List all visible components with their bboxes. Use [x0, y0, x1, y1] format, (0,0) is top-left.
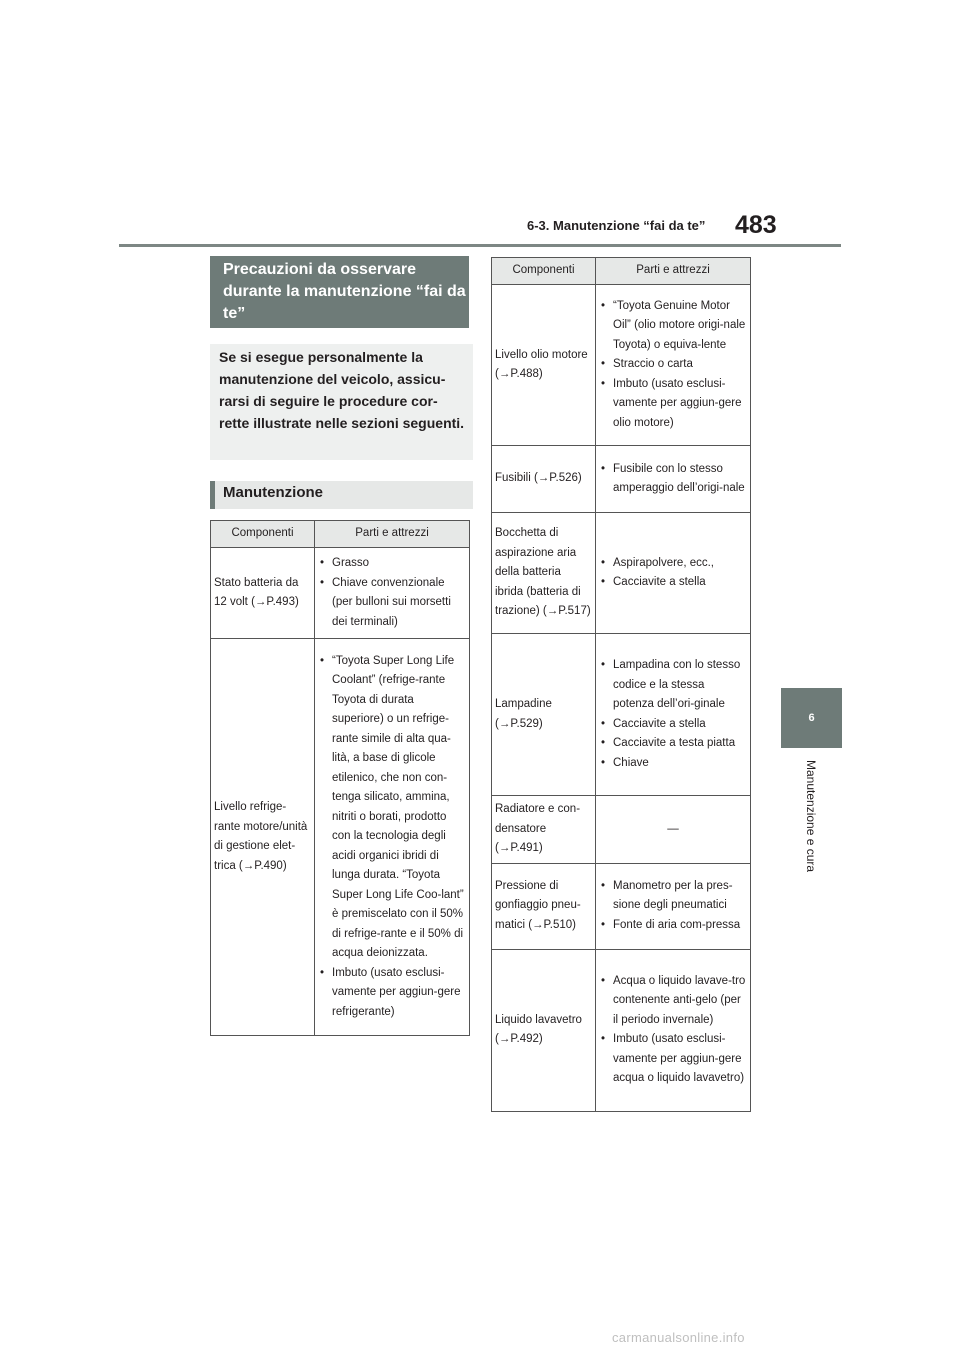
component-cell: Fusibili (→P.526)	[492, 446, 596, 513]
list-item: • Acqua o liquido lavave-tro contenente anti-gelo (per il periodo invernale)	[599, 972, 747, 1031]
parts-cell	[596, 285, 751, 446]
list-item: • Grasso	[318, 554, 466, 574]
table-header-row	[211, 521, 470, 548]
component-cell: Stato batteria da 12 volt (→P.493)	[211, 548, 315, 639]
list-item: • Fusibile con lo stesso amperaggio dell’origi-nale	[599, 460, 747, 499]
component-cell: Radiatore e con-densatore (→P.491)	[492, 796, 596, 864]
subheading-text: Manutenzione	[223, 484, 323, 501]
parts-list	[599, 297, 747, 434]
list-item: • Aspirapolvere, ecc.,	[599, 554, 747, 574]
column-header-parts: Parti e attrezzi	[596, 258, 751, 285]
parts-list	[599, 656, 747, 773]
table-row	[492, 513, 751, 634]
section-title: 6-3. Manutenzione “fai da te”	[527, 218, 706, 233]
parts-cell	[315, 639, 470, 1036]
page-number: 483	[735, 211, 777, 239]
component-cell: Liquido lavavetro (→P.492)	[492, 949, 596, 1111]
section-heading: Precauzioni da osservare durante la manutenzione “fai da te”	[223, 261, 466, 322]
table-row	[492, 285, 751, 446]
table-row	[492, 949, 751, 1111]
table-header-row	[492, 258, 751, 285]
column-header-component: Componenti	[211, 521, 315, 548]
component-cell: Lampadine (→P.529)	[492, 634, 596, 796]
list-item: • Cacciavite a testa piatta	[599, 734, 747, 754]
table-row	[211, 639, 470, 1036]
header-divider	[119, 244, 841, 247]
parts-cell	[596, 863, 751, 949]
parts-list	[318, 554, 466, 632]
parts-cell	[596, 634, 751, 796]
chapter-number: 6	[808, 712, 815, 724]
list-item: • Chiave convenzionale (per bulloni sui morsetti dei terminali)	[318, 574, 466, 633]
parts-cell	[596, 446, 751, 513]
list-item: • Imbuto (usato esclusi-vamente per aggiun-gere acqua o liquido lavavetro)	[599, 1030, 747, 1089]
parts-cell	[315, 548, 470, 639]
column-header-parts: Parti e attrezzi	[315, 521, 470, 548]
parts-list	[599, 877, 747, 936]
intro-box	[210, 344, 473, 460]
list-item: • Manometro per la pres-sione degli pneumatici	[599, 877, 747, 916]
list-item: • Cacciavite a stella	[599, 573, 747, 593]
chapter-title: Manutenzione e cura	[804, 760, 818, 873]
parts-list	[599, 554, 747, 593]
list-item: • Imbuto (usato esclusi-vamente per aggiun-gere olio motore)	[599, 375, 747, 434]
subheading-manutenzione	[210, 481, 473, 509]
list-item: • “Toyota Genuine Motor Oil” (olio motore origi-nale Toyota) o equiva-lente	[599, 297, 747, 356]
parts-cell-empty: —	[596, 796, 751, 864]
maintenance-table-right	[491, 257, 751, 1112]
parts-list	[599, 972, 747, 1089]
list-item: • Cacciavite a stella	[599, 715, 747, 735]
list-item: • “Toyota Super Long Life Coolant” (refrige-rante Toyota di durata superiore) o un refrige-rante simile di alta qua-lità, a base di glicole etilenico, che non con-tenga silicato, ammina, nitriti o borati, prodotto con la tecnologia degli acidi organici ibridi di lunga durata. “Toyota Super Long Life Coo-lant” è premiscelato con il 50% di refrige-rante e il 50% di acqua deionizzata.	[318, 652, 466, 964]
table-row	[211, 548, 470, 639]
maintenance-table-left	[210, 520, 470, 1036]
intro-text: Se si esegue personalmente la manutenzione del veicolo, assicu-rarsi di seguire le procedure cor-rette illustrate nelle sezioni seguenti.	[219, 349, 465, 431]
list-item: • Straccio o carta	[599, 355, 747, 375]
section-heading-box	[210, 256, 469, 328]
parts-list	[599, 460, 747, 499]
watermark: carmanualsonline.info	[612, 1330, 745, 1345]
table-row	[492, 863, 751, 949]
chapter-tab[interactable]	[781, 688, 842, 748]
table-row	[492, 446, 751, 513]
list-item: • Lampadina con lo stesso codice e la stessa potenza dell’ori-ginale	[599, 656, 747, 715]
component-cell: Livello olio motore (→P.488)	[492, 285, 596, 446]
list-item: • Fonte di aria com-pressa	[599, 916, 747, 936]
list-item: • Chiave	[599, 754, 747, 774]
parts-list	[318, 652, 466, 1023]
parts-cell	[596, 949, 751, 1111]
list-item: • Imbuto (usato esclusi-vamente per aggiun-gere refrigerante)	[318, 964, 466, 1023]
component-cell: Pressione di gonfiaggio pneu-matici (→P.510)	[492, 863, 596, 949]
component-cell: Bocchetta di aspirazione aria della batteria ibrida (batteria di trazione) (→P.517)	[492, 513, 596, 634]
parts-cell	[596, 513, 751, 634]
column-header-component: Componenti	[492, 258, 596, 285]
component-cell: Livello refrige-rante motore/unità di gestione elet-trica (→P.490)	[211, 639, 315, 1036]
table-row	[492, 796, 751, 864]
table-row	[492, 634, 751, 796]
